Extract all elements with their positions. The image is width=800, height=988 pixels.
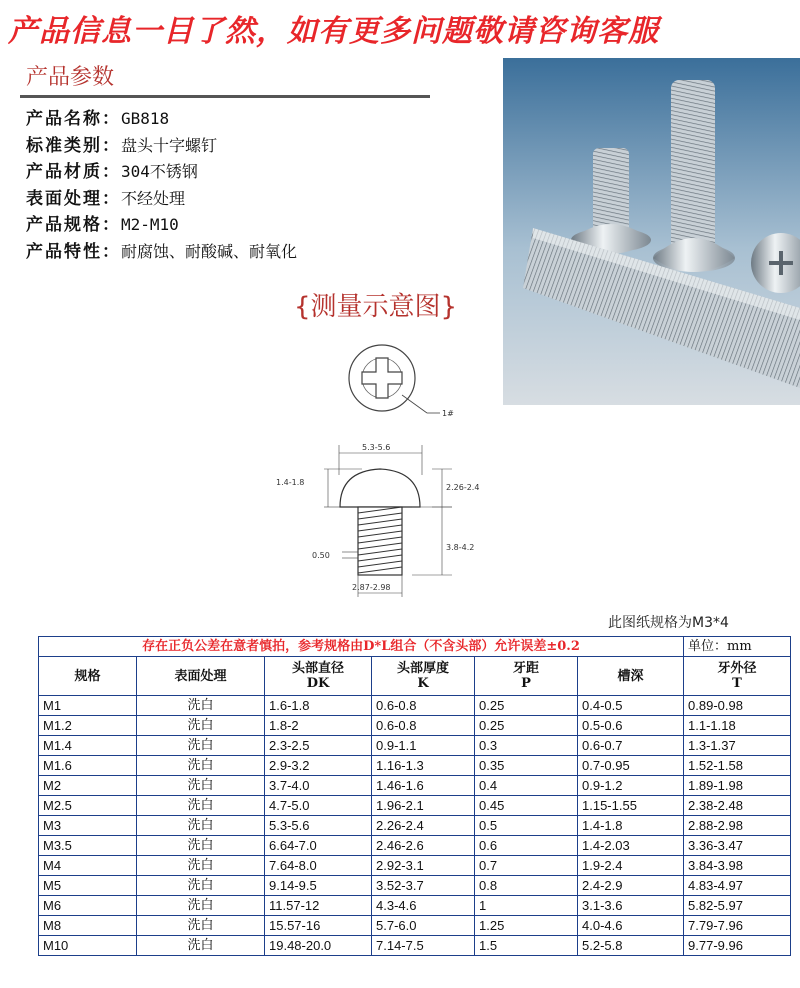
table-cell: 2.92-3.1 xyxy=(372,856,475,876)
table-cell: 2.46-2.6 xyxy=(372,836,475,856)
table-cell: 洗白 xyxy=(137,696,265,716)
table-cell: 3.1-3.6 xyxy=(578,896,684,916)
table-cell: 洗白 xyxy=(137,856,265,876)
table-cell: 7.79-7.96 xyxy=(684,916,791,936)
table-cell: 9.77-9.96 xyxy=(684,936,791,956)
table-cell: 7.64-8.0 xyxy=(265,856,372,876)
table-cell: 6.64-7.0 xyxy=(265,836,372,856)
table-header-row xyxy=(39,657,791,696)
tolerance-warning: 存在正负公差在意者慎拍，参考规格由D*L组合（不含头部）允许误差±0.2 xyxy=(39,637,684,657)
table-cell: 0.9-1.1 xyxy=(372,736,475,756)
section-divider xyxy=(20,95,430,98)
col-header: 牙外径 T xyxy=(684,657,791,696)
table-cell: 洗白 xyxy=(137,716,265,736)
table-cell: 4.7-5.0 xyxy=(265,796,372,816)
table-cell: M10 xyxy=(39,936,137,956)
table-cell: 1.52-1.58 xyxy=(684,756,791,776)
table-row xyxy=(39,816,791,836)
table-cell: 2.88-2.98 xyxy=(684,816,791,836)
measure-diagram-title: {测量示意图} xyxy=(294,292,458,322)
col-header: 槽深 xyxy=(578,657,684,696)
table-row xyxy=(39,776,791,796)
table-cell: M1 xyxy=(39,696,137,716)
table-cell: 2.38-2.48 xyxy=(684,796,791,816)
table-cell: 4.3-4.6 xyxy=(372,896,475,916)
col-header: 牙距 P xyxy=(475,657,578,696)
table-cell: M1.6 xyxy=(39,756,137,776)
table-cell: M2.5 xyxy=(39,796,137,816)
param-row xyxy=(26,212,297,239)
table-cell: 3.84-3.98 xyxy=(684,856,791,876)
table-cell: 0.7 xyxy=(475,856,578,876)
table-row xyxy=(39,856,791,876)
table-body xyxy=(39,696,791,956)
table-cell: 2.3-2.5 xyxy=(265,736,372,756)
table-row xyxy=(39,716,791,736)
table-cell: 0.7-0.95 xyxy=(578,756,684,776)
params-list xyxy=(26,106,297,265)
param-label: 产品规格： xyxy=(26,215,121,235)
table-cell: 1.9-2.4 xyxy=(578,856,684,876)
table-cell: 1.4-2.03 xyxy=(578,836,684,856)
col-header: 规格 xyxy=(39,657,137,696)
table-cell: 9.14-9.5 xyxy=(265,876,372,896)
param-row xyxy=(26,133,297,160)
table-cell: 3.7-4.0 xyxy=(265,776,372,796)
param-value: 盘头十字螺钉 xyxy=(121,135,218,155)
table-row xyxy=(39,796,791,816)
table-cell: 1.89-1.98 xyxy=(684,776,791,796)
table-cell: 1.16-1.3 xyxy=(372,756,475,776)
table-cell: 1.1-1.18 xyxy=(684,716,791,736)
table-cell: 1.6-1.8 xyxy=(265,696,372,716)
param-label: 标准类别： xyxy=(26,135,121,156)
threaded-shank xyxy=(358,507,402,575)
measurement-drawing xyxy=(262,335,512,605)
param-value: GB818 xyxy=(121,109,170,128)
unit-label: 单位：mm xyxy=(684,637,791,657)
spec-note: 此图纸规格为M3*4 xyxy=(608,615,729,631)
table-cell: 洗白 xyxy=(137,816,265,836)
table-cell: 0.3 xyxy=(475,736,578,756)
table-cell: M3.5 xyxy=(39,836,137,856)
table-cell: 0.35 xyxy=(475,756,578,776)
dim-dk: 5.3-5.6 xyxy=(362,443,391,452)
table-cell: 5.3-5.6 xyxy=(265,816,372,836)
table-cell: 洗白 xyxy=(137,936,265,956)
param-row xyxy=(26,239,297,266)
dim-thread-diameter: 2.87-2.98 xyxy=(352,583,391,592)
table-cell: 洗白 xyxy=(137,876,265,896)
table-cell: M1.4 xyxy=(39,736,137,756)
table-row xyxy=(39,876,791,896)
param-value: 不经处理 xyxy=(121,188,186,208)
table-cell: M5 xyxy=(39,876,137,896)
param-value: 304不锈钢 xyxy=(121,162,198,181)
dim-k: 1.4-1.8 xyxy=(276,478,305,487)
table-cell: 3.52-3.7 xyxy=(372,876,475,896)
table-cell: M8 xyxy=(39,916,137,936)
param-row xyxy=(26,106,297,133)
param-row xyxy=(26,186,297,213)
table-cell: 1.8-2 xyxy=(265,716,372,736)
table-row xyxy=(39,936,791,956)
table-cell: 4.0-4.6 xyxy=(578,916,684,936)
param-value: 耐腐蚀、耐酸碱、耐氧化 xyxy=(121,241,298,261)
table-cell: 0.6-0.8 xyxy=(372,696,475,716)
table-cell: 洗白 xyxy=(137,736,265,756)
table-cell: M1.2 xyxy=(39,716,137,736)
table-cell: M3 xyxy=(39,816,137,836)
table-cell: M6 xyxy=(39,896,137,916)
table-cell: 1.4-1.8 xyxy=(578,816,684,836)
col-header: 表面处理 xyxy=(137,657,265,696)
table-cell: 5.82-5.97 xyxy=(684,896,791,916)
table-cell: M4 xyxy=(39,856,137,876)
col-header: 头部直径 DK xyxy=(265,657,372,696)
table-row xyxy=(39,756,791,776)
param-label: 产品材质： xyxy=(26,162,121,182)
table-cell: 5.2-5.8 xyxy=(578,936,684,956)
table-cell: 0.6-0.8 xyxy=(372,716,475,736)
dim-pitch: 0.50 xyxy=(312,551,330,560)
table-cell: 0.9-1.2 xyxy=(578,776,684,796)
table-cell: 2.26-2.4 xyxy=(372,816,475,836)
table-cell: 19.48-20.0 xyxy=(265,936,372,956)
table-cell: 0.6 xyxy=(475,836,578,856)
param-value: M2-M10 xyxy=(121,215,179,234)
table-row xyxy=(39,736,791,756)
param-label: 产品特性： xyxy=(26,241,121,262)
label-1: 1# xyxy=(442,409,454,418)
table-cell: 3.36-3.47 xyxy=(684,836,791,856)
table-row xyxy=(39,896,791,916)
table-cell: 1 xyxy=(475,896,578,916)
table-cell: 1.5 xyxy=(475,936,578,956)
table-cell: 0.25 xyxy=(475,716,578,736)
product-photo xyxy=(503,58,800,405)
table-cell: 1.25 xyxy=(475,916,578,936)
table-cell: 0.5 xyxy=(475,816,578,836)
table-cell: 0.8 xyxy=(475,876,578,896)
table-cell: 0.5-0.6 xyxy=(578,716,684,736)
table-cell: 洗白 xyxy=(137,916,265,936)
table-row xyxy=(39,916,791,936)
table-row xyxy=(39,836,791,856)
table-cell: 0.6-0.7 xyxy=(578,736,684,756)
table-row xyxy=(39,696,791,716)
table-cell: 1.3-1.37 xyxy=(684,736,791,756)
table-cell: M2 xyxy=(39,776,137,796)
head-side-view xyxy=(340,469,420,507)
col-header: 头部厚度 K xyxy=(372,657,475,696)
table-cell: 0.45 xyxy=(475,796,578,816)
param-label: 产品名称： xyxy=(26,109,121,129)
table-cell: 1.15-1.55 xyxy=(578,796,684,816)
spec-table xyxy=(38,636,791,956)
banner-title: 产品信息一目了然，如有更多问题敬请咨询客服 xyxy=(8,14,659,49)
table-cell: 2.9-3.2 xyxy=(265,756,372,776)
table-cell: 15.57-16 xyxy=(265,916,372,936)
table-cell: 洗白 xyxy=(137,776,265,796)
section-title: 产品参数 xyxy=(26,65,115,90)
param-row xyxy=(26,159,297,186)
table-cell: 4.83-4.97 xyxy=(684,876,791,896)
table-cell: 5.7-6.0 xyxy=(372,916,475,936)
table-cell: 2.4-2.9 xyxy=(578,876,684,896)
table-cell: 0.25 xyxy=(475,696,578,716)
dim-head-height: 2.26-2.4 xyxy=(446,483,480,492)
param-label: 表面处理： xyxy=(26,188,121,209)
table-cell: 0.89-0.98 xyxy=(684,696,791,716)
table-cell: 洗白 xyxy=(137,896,265,916)
dim-length: 3.8-4.2 xyxy=(446,543,475,552)
table-cell: 洗白 xyxy=(137,796,265,816)
table-cell: 洗白 xyxy=(137,756,265,776)
table-cell: 7.14-7.5 xyxy=(372,936,475,956)
table-cell: 0.4-0.5 xyxy=(578,696,684,716)
table-cell: 1.46-1.6 xyxy=(372,776,475,796)
table-cell: 1.96-2.1 xyxy=(372,796,475,816)
table-cell: 0.4 xyxy=(475,776,578,796)
table-warning-row xyxy=(39,637,791,657)
table-cell: 11.57-12 xyxy=(265,896,372,916)
table-cell: 洗白 xyxy=(137,836,265,856)
